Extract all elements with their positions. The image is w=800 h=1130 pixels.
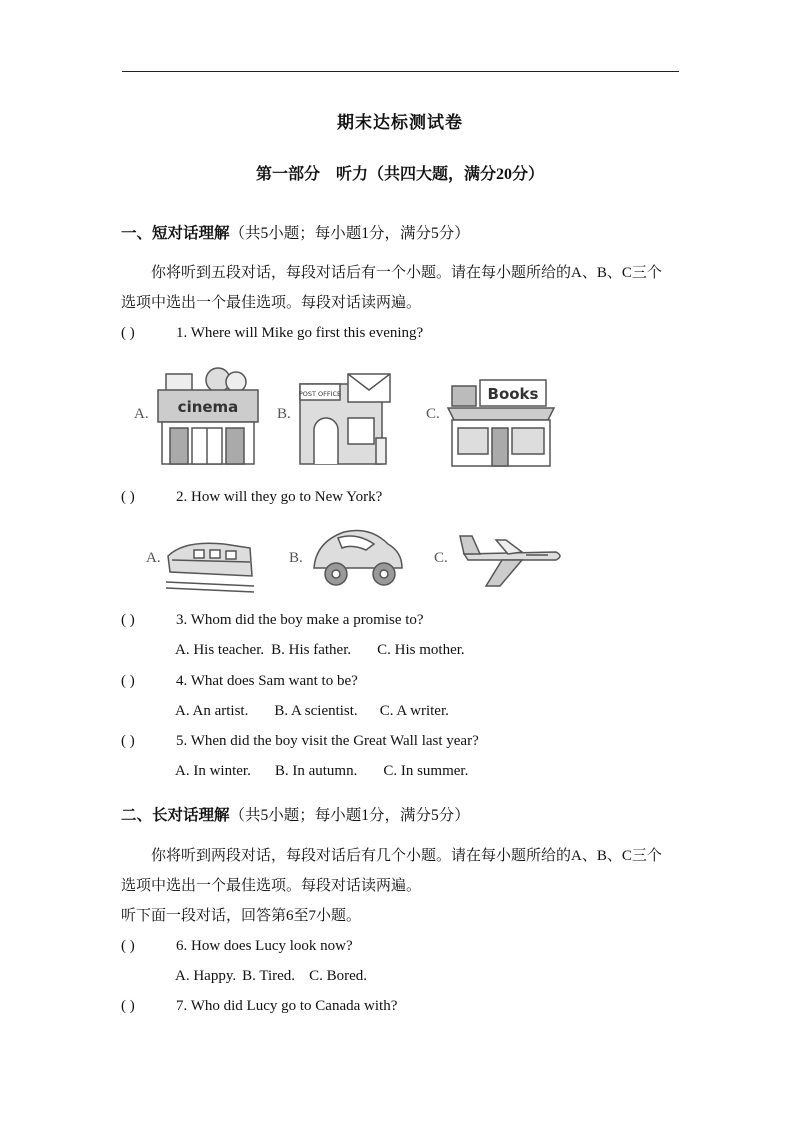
- part-subtitle: 第一部分 听力（共四大题，满分20分）: [255, 166, 544, 183]
- question-6-options: [175, 968, 389, 985]
- answer-blank[interactable]: ( ): [121, 938, 135, 954]
- section2-title: 二、长对话理解: [121, 807, 230, 824]
- answer-blank[interactable]: ( ): [121, 612, 135, 628]
- option-a[interactable]: A. An artist.: [175, 703, 249, 719]
- question-text: 7. Who did Lucy go to Canada with?: [176, 998, 398, 1014]
- section2-note: （共5小题；每小题1分，满分5分）: [229, 807, 470, 824]
- section1-note: （共5小题；每小题1分，满分5分）: [229, 225, 470, 242]
- option-c[interactable]: C. Bored.: [309, 968, 367, 984]
- question-4: [121, 673, 358, 690]
- option-b-label: B.: [289, 550, 303, 566]
- answer-blank[interactable]: ( ): [121, 673, 135, 689]
- option-b[interactable]: B. A scientist.: [274, 703, 358, 719]
- post-office-sign: POST OFFICE: [298, 390, 342, 398]
- section1-instruction-line1: 你将听到五段对话，每段对话后有一个小题。请在每小题所给的A、B、C三个: [151, 265, 662, 281]
- question-text: 3. Whom did the boy make a promise to?: [176, 612, 424, 628]
- section1-instruction-line2: 选项中选出一个最佳选项。每段对话读两遍。: [121, 295, 422, 311]
- question-text: 2. How will they go to New York?: [176, 489, 383, 505]
- option-b-label: B.: [277, 406, 291, 422]
- bookstore-picture[interactable]: [446, 376, 556, 468]
- option-a[interactable]: A. Happy.: [175, 968, 237, 984]
- section2-heading: [121, 803, 470, 825]
- books-sign: Books: [487, 385, 539, 403]
- option-a-label: A.: [134, 406, 149, 422]
- section2-instruction-line2: 选项中选出一个最佳选项。每段对话读两遍。: [121, 878, 422, 894]
- option-a[interactable]: A. In winter.: [175, 763, 251, 779]
- question-5: [121, 733, 479, 750]
- question-text: 4. What does Sam want to be?: [176, 673, 358, 689]
- car-picture[interactable]: [308, 522, 408, 592]
- question-text: 1. Where will Mike go first this evening?: [176, 325, 424, 341]
- section1-title: 一、短对话理解: [121, 225, 230, 242]
- header-rule: [122, 71, 679, 72]
- option-a[interactable]: A. His teacher.: [175, 642, 265, 658]
- option-b[interactable]: B. His father.: [271, 642, 352, 658]
- option-c[interactable]: C. In summer.: [383, 763, 469, 779]
- question-3: [121, 612, 424, 629]
- section1-instructions: [121, 258, 681, 318]
- option-c-label: C.: [426, 406, 440, 422]
- question-text: 6. How does Lucy look now?: [176, 938, 353, 954]
- train-picture[interactable]: [164, 534, 256, 594]
- section2-instruction-line3: 听下面一段对话，回答第6至7小题。: [121, 908, 362, 924]
- option-a-label: A.: [146, 550, 161, 566]
- question-7: [121, 998, 397, 1015]
- section1-heading: [121, 221, 470, 243]
- answer-blank[interactable]: ( ): [121, 325, 135, 341]
- question-text: 5. When did the boy visit the Great Wall last year?: [176, 733, 479, 749]
- question-1: [121, 325, 423, 342]
- option-b[interactable]: B. In autumn.: [274, 763, 358, 779]
- question-5-options: [175, 763, 490, 780]
- cinema-sign: cinema: [177, 398, 239, 416]
- question-6: [121, 938, 353, 955]
- cinema-picture[interactable]: [152, 362, 264, 468]
- airplane-picture[interactable]: [456, 528, 566, 590]
- answer-blank[interactable]: ( ): [121, 733, 135, 749]
- option-c[interactable]: C. His mother.: [377, 642, 465, 658]
- option-c-label: C.: [434, 550, 448, 566]
- option-c[interactable]: C. A writer.: [379, 703, 449, 719]
- question-3-options: [175, 642, 487, 659]
- answer-blank[interactable]: ( ): [121, 998, 135, 1014]
- page-title: 期末达标测试卷: [337, 113, 463, 132]
- option-b[interactable]: B. Tired.: [242, 968, 296, 984]
- post-office-picture[interactable]: [296, 370, 396, 468]
- answer-blank[interactable]: ( ): [121, 489, 135, 505]
- section2-instruction-line1: 你将听到两段对话，每段对话后有几个小题。请在每小题所给的A、B、C三个: [151, 848, 662, 864]
- question-4-options: [175, 703, 471, 720]
- section2-instructions: [121, 841, 681, 931]
- question-2: [121, 489, 382, 506]
